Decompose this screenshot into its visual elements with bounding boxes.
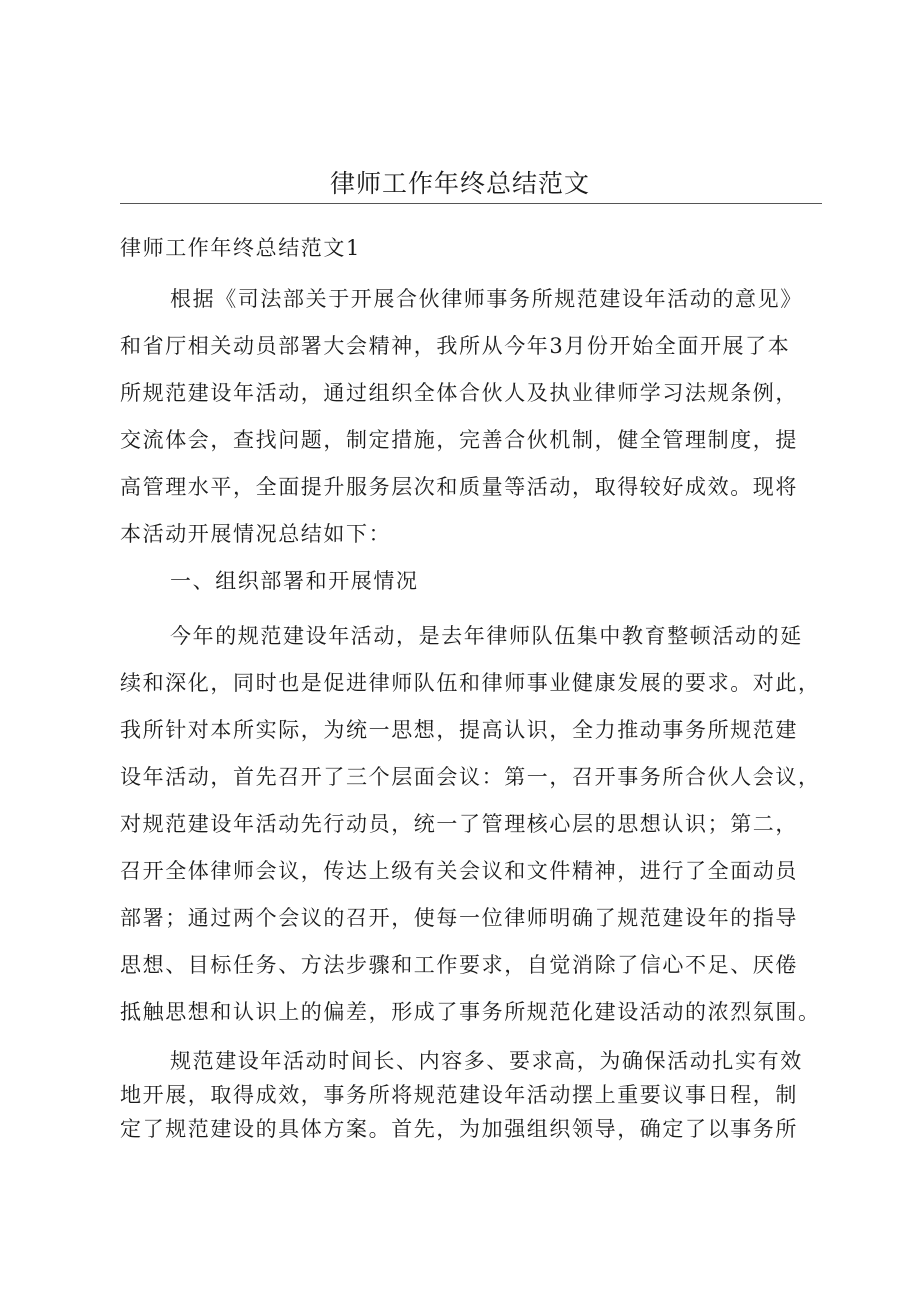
paragraph-line: 设年活动，首先召开了三个层面会议：第一，召开事务所合伙人会议， bbox=[120, 765, 821, 789]
title-underline-rule bbox=[120, 203, 822, 204]
paragraph-line: 我所针对本所实际，为统一思想，提高认识，全力推动事务所规范建 bbox=[120, 718, 798, 742]
paragraph-line: 根据《司法部关于开展合伙律师事务所规范建设年活动的意见》 bbox=[170, 287, 803, 311]
paragraph-line: 抵触思想和认识上的偏差，形成了事务所规范化建设活动的浓烈氛围。 bbox=[120, 1000, 821, 1024]
paragraph-line: 续和深化，同时也是促进律师队伍和律师事业健康发展的要求。对此， bbox=[120, 671, 821, 695]
paragraph-2 bbox=[120, 613, 832, 1036]
section-title: 律师工作年终总结范文1 bbox=[120, 236, 361, 260]
paragraph-1 bbox=[120, 276, 832, 558]
paragraph-line: 地开展，取得成效，事务所将规范建设年活动摆上重要议事日程，制 bbox=[120, 1083, 798, 1107]
paragraph-line: 高管理水平，全面提升服务层次和质量等活动，取得较好成效。现将 bbox=[120, 475, 798, 499]
paragraph-line: 思想、目标任务、方法步骤和工作要求，自觉消除了信心不足、厌倦 bbox=[120, 953, 798, 977]
paragraph-line: 交流体会，查找问题，制定措施，完善合伙机制，健全管理制度，提 bbox=[120, 428, 798, 452]
paragraph-line: 召开全体律师会议，传达上级有关会议和文件精神，进行了全面动员 bbox=[120, 859, 798, 883]
paragraph-line: 定了规范建设的具体方案。首先，为加强组织领导，确定了以事务所 bbox=[120, 1117, 798, 1141]
paragraph-line: 本活动开展情况总结如下： bbox=[120, 522, 392, 546]
section-heading: 一、组织部署和开展情况 bbox=[170, 569, 419, 593]
paragraph-line: 和省厅相关动员部署大会精神，我所从今年3月份开始全面开展了本 bbox=[120, 334, 791, 358]
document-body bbox=[120, 225, 832, 1146]
document-title: 律师工作年终总结范文 bbox=[329, 169, 590, 198]
paragraph-line: 对规范建设年活动先行动员，统一了管理核心层的思想认识；第二， bbox=[120, 812, 798, 836]
paragraph-line: 规范建设年活动时间长、内容多、要求高，为确保活动扎实有效 bbox=[170, 1049, 803, 1073]
paragraph-line: 所规范建设年活动，通过组织全体合伙人及执业律师学习法规条例， bbox=[120, 381, 798, 405]
paragraph-3 bbox=[120, 1044, 832, 1146]
paragraph-line: 部署；通过两个会议的召开，使每一位律师明确了规范建设年的指导 bbox=[120, 906, 798, 930]
paragraph-line: 今年的规范建设年活动，是去年律师队伍集中教育整顿活动的延 bbox=[170, 624, 803, 648]
